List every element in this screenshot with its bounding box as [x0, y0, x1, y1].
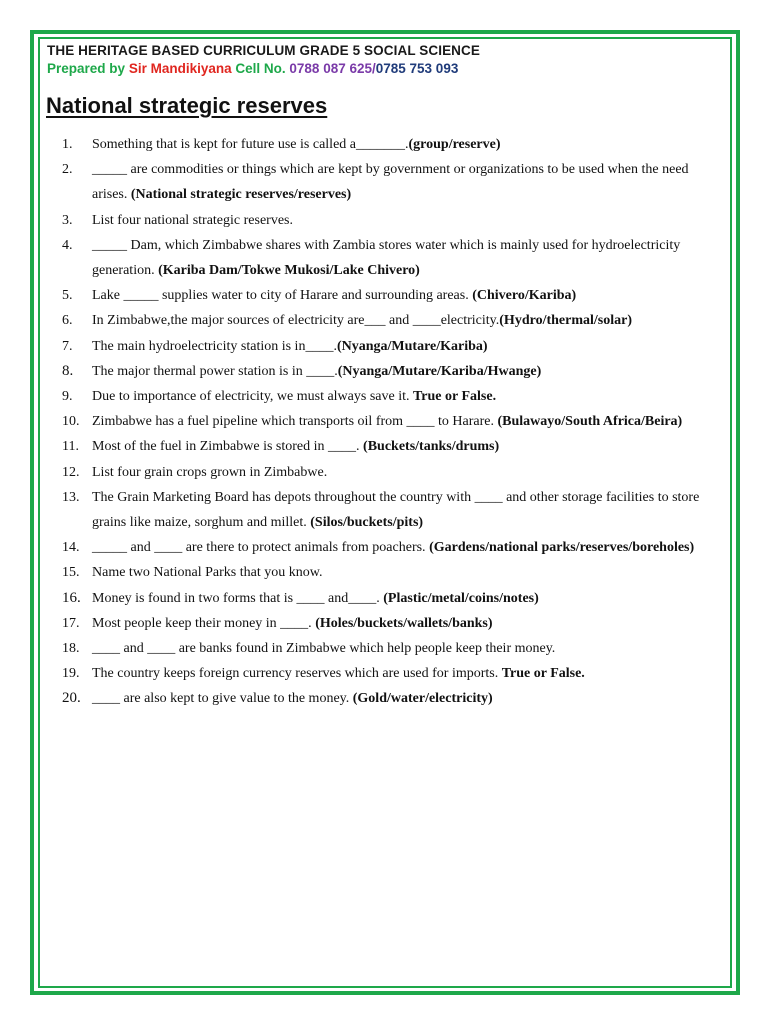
question-text: The main hydroelectricity station is in____. [92, 338, 337, 354]
question-text: _____ Dam, which Zimbabwe shares with Zambia stores water which is mainly used for hydroelectricity generation. [92, 237, 681, 279]
question-item [62, 233, 722, 283]
question-number: 17. [62, 615, 80, 631]
question-item [62, 359, 722, 384]
question-number: 6. [62, 313, 73, 329]
question-item [62, 334, 722, 359]
question-text: Most of the fuel in Zimbabwe is stored in ____. [92, 439, 364, 455]
question-number: 19. [62, 666, 80, 682]
question-number: 18. [62, 641, 80, 657]
question-number: 4. [62, 237, 73, 253]
question-text: Most people keep their money in ____. [92, 615, 316, 631]
question-item [62, 409, 722, 434]
answer-options: (Gold/water/electricity) [352, 691, 493, 707]
question-number: 3. [62, 212, 73, 228]
answer-options: (Gardens/national parks/reserves/boreholes) [429, 540, 695, 556]
question-text: Money is found in two forms that is ____ and____. [92, 590, 384, 606]
phone-number-2: 0785 753 093 [375, 61, 459, 76]
question-item [62, 485, 722, 535]
question-item [62, 460, 722, 485]
answer-options: (Silos/buckets/pits) [310, 515, 424, 531]
answer-options: True or False. [501, 666, 585, 682]
answer-options: (Chivero/Kariba) [472, 288, 577, 304]
question-number: 5. [62, 288, 73, 304]
question-text: The Grain Marketing Board has depots throughout the country with ____ and other storage facilities to store grains like maize, sorghum and millet. [92, 489, 700, 531]
question-number: 11. [62, 439, 79, 455]
cell-label: Cell No. [235, 61, 286, 76]
author-line [47, 61, 458, 76]
answer-options: (Kariba Dam/Tokwe Mukosi/Lake Chivero) [158, 263, 420, 279]
answer-options: (Nyanga/Mutare/Kariba) [336, 338, 488, 354]
question-text: _____ and ____ are there to protect animals from poachers. [92, 540, 430, 556]
question-text: Due to importance of electricity, we must always save it. [92, 389, 413, 405]
answer-options: (National strategic reserves/reserves) [130, 187, 352, 203]
answer-options: (Buckets/tanks/drums) [363, 439, 500, 455]
question-number: 12. [62, 464, 80, 480]
question-number: 10. [62, 414, 80, 430]
question-item [62, 308, 722, 333]
question-text: List four national strategic reserves. [92, 212, 293, 228]
phone-number-1: 0788 087 625/ [289, 61, 376, 76]
question-text: List four grain crops grown in Zimbabwe. [92, 464, 328, 480]
question-item [62, 384, 722, 409]
question-number: 13. [62, 489, 80, 505]
question-item [62, 535, 722, 560]
question-item [62, 686, 722, 711]
question-text: Lake _____ supplies water to city of Harare and surrounding areas. [92, 288, 473, 304]
question-text: Something that is kept for future use is called a_______. [92, 137, 409, 152]
answer-options: (Nyanga/Mutare/Kariba/Hwange) [337, 363, 542, 379]
question-item [62, 636, 722, 661]
question-text: The major thermal power station is in ____. [92, 363, 338, 379]
question-number: 2. [62, 162, 73, 178]
prepared-by-label: Prepared by [47, 61, 126, 76]
answer-options: (Bulawayo/South Africa/Beira) [497, 414, 683, 430]
question-number: 7. [62, 338, 73, 354]
question-text: In Zimbabwe,the major sources of electricity are___ and ____electricity. [92, 313, 500, 329]
question-number: 1. [62, 137, 73, 152]
question-item [62, 434, 722, 459]
curriculum-heading: THE HERITAGE BASED CURRICULUM GRADE 5 SOCIAL SCIENCE [47, 43, 480, 58]
answer-options: (Hydro/thermal/solar) [499, 313, 632, 329]
question-number: 16. [62, 589, 81, 606]
question-item [62, 157, 722, 207]
question-item [62, 208, 722, 233]
question-text: _____ are commodities or things which are kept by government or organizations to be used when the need arises. [92, 162, 689, 203]
question-text: ____ are also kept to give value to the money. [92, 691, 353, 707]
question-text: Name two National Parks that you know. [92, 565, 323, 581]
author-name: Sir Mandikiyana [128, 61, 232, 76]
answer-options: True or False. [413, 389, 497, 405]
question-text: The country keeps foreign currency reserves which are used for imports. [92, 666, 502, 682]
question-item [62, 661, 722, 686]
question-number: 15. [62, 565, 80, 581]
question-number: 8. [62, 362, 74, 379]
answer-options: (Holes/buckets/wallets/banks) [315, 615, 493, 631]
answer-options: (Plastic/metal/coins/notes) [383, 590, 539, 606]
question-number: 20. [62, 690, 81, 707]
question-number: 14. [62, 540, 80, 556]
question-number: 9. [62, 389, 73, 405]
question-item [62, 611, 722, 636]
question-text: Zimbabwe has a fuel pipeline which transports oil from ____ to Harare. [92, 414, 498, 430]
question-list [62, 132, 722, 712]
question-item [62, 560, 722, 585]
answer-options: (group/reserve) [408, 137, 501, 152]
question-item [62, 283, 722, 308]
question-item [62, 132, 722, 157]
question-item [62, 586, 722, 611]
page-title: National strategic reserves [46, 93, 328, 118]
question-text: ____ and ____ are banks found in Zimbabwe which help people keep their money. [92, 641, 556, 657]
